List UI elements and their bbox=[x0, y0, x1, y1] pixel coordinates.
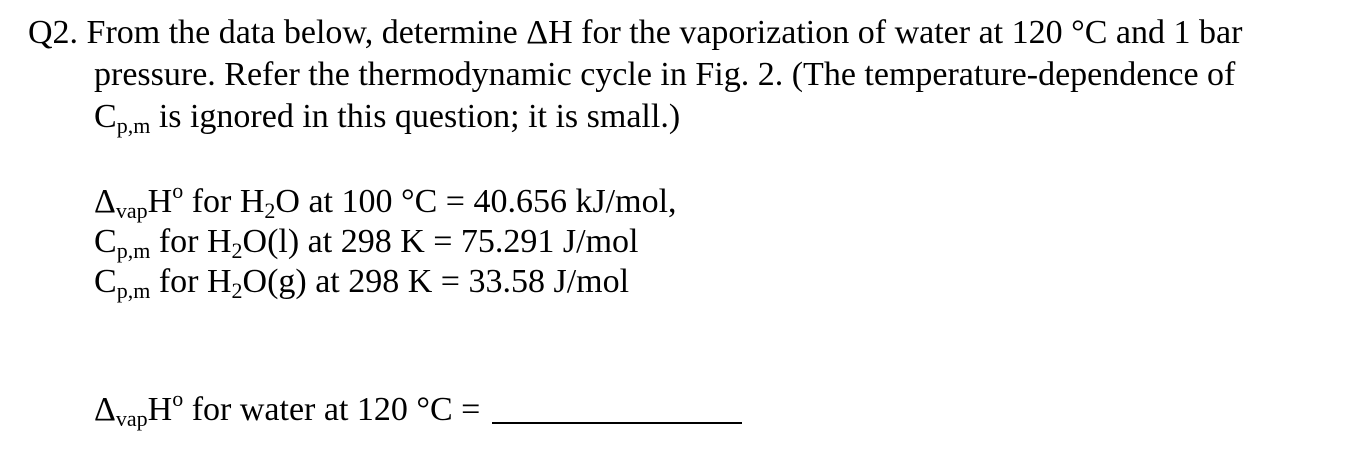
question-text-3: is ignored in this question; it is small.) bbox=[150, 98, 681, 135]
row2-text-a: for H bbox=[150, 223, 232, 260]
delta-symbol: Δ bbox=[94, 183, 116, 220]
cp-symbol: C bbox=[94, 223, 117, 260]
row1-text-a: for H bbox=[183, 183, 265, 220]
row1-text-b: O at 100 °C = 40.656 kJ/mol, bbox=[275, 183, 677, 220]
h2o-subscript: 2 bbox=[231, 278, 243, 303]
vap-subscript: vap bbox=[115, 406, 148, 431]
data-row-vap-enthalpy bbox=[94, 178, 677, 223]
standard-superscript: o bbox=[172, 178, 184, 203]
question-line-1 bbox=[28, 13, 1242, 53]
answer-row bbox=[94, 386, 742, 431]
question-text-2: pressure. Refer the thermodynamic cycle in Fig. 2. (The temperature-dependence of bbox=[94, 56, 1236, 93]
row3-text-a: for H bbox=[150, 263, 232, 300]
question-line-3 bbox=[94, 97, 680, 137]
cp-subscript: p,m bbox=[116, 238, 151, 263]
row3-text-b: O(g) at 298 K = 33.58 J/mol bbox=[242, 263, 630, 300]
question-line-2 bbox=[94, 55, 1235, 95]
data-row-cp-liquid bbox=[94, 222, 639, 262]
standard-superscript: o bbox=[172, 386, 184, 411]
answer-text: for water at 120 °C = bbox=[183, 391, 481, 428]
question-text-1: Q2. From the data below, determine ΔH for the vaporization of water at 120 °C and 1 bar bbox=[28, 14, 1243, 51]
cp-subscript: p,m bbox=[116, 113, 151, 138]
cp-symbol: C bbox=[94, 263, 117, 300]
h-symbol: H bbox=[147, 391, 173, 428]
vap-subscript: vap bbox=[115, 198, 148, 223]
row2-text-b: O(l) at 298 K = 75.291 J/mol bbox=[242, 223, 639, 260]
h-symbol: H bbox=[147, 183, 173, 220]
delta-symbol: Δ bbox=[94, 391, 116, 428]
h2o-subscript: 2 bbox=[264, 198, 276, 223]
answer-blank[interactable] bbox=[492, 420, 742, 424]
data-row-cp-gas bbox=[94, 262, 629, 302]
cp-symbol: C bbox=[94, 98, 117, 135]
cp-subscript: p,m bbox=[116, 278, 151, 303]
h2o-subscript: 2 bbox=[231, 238, 243, 263]
